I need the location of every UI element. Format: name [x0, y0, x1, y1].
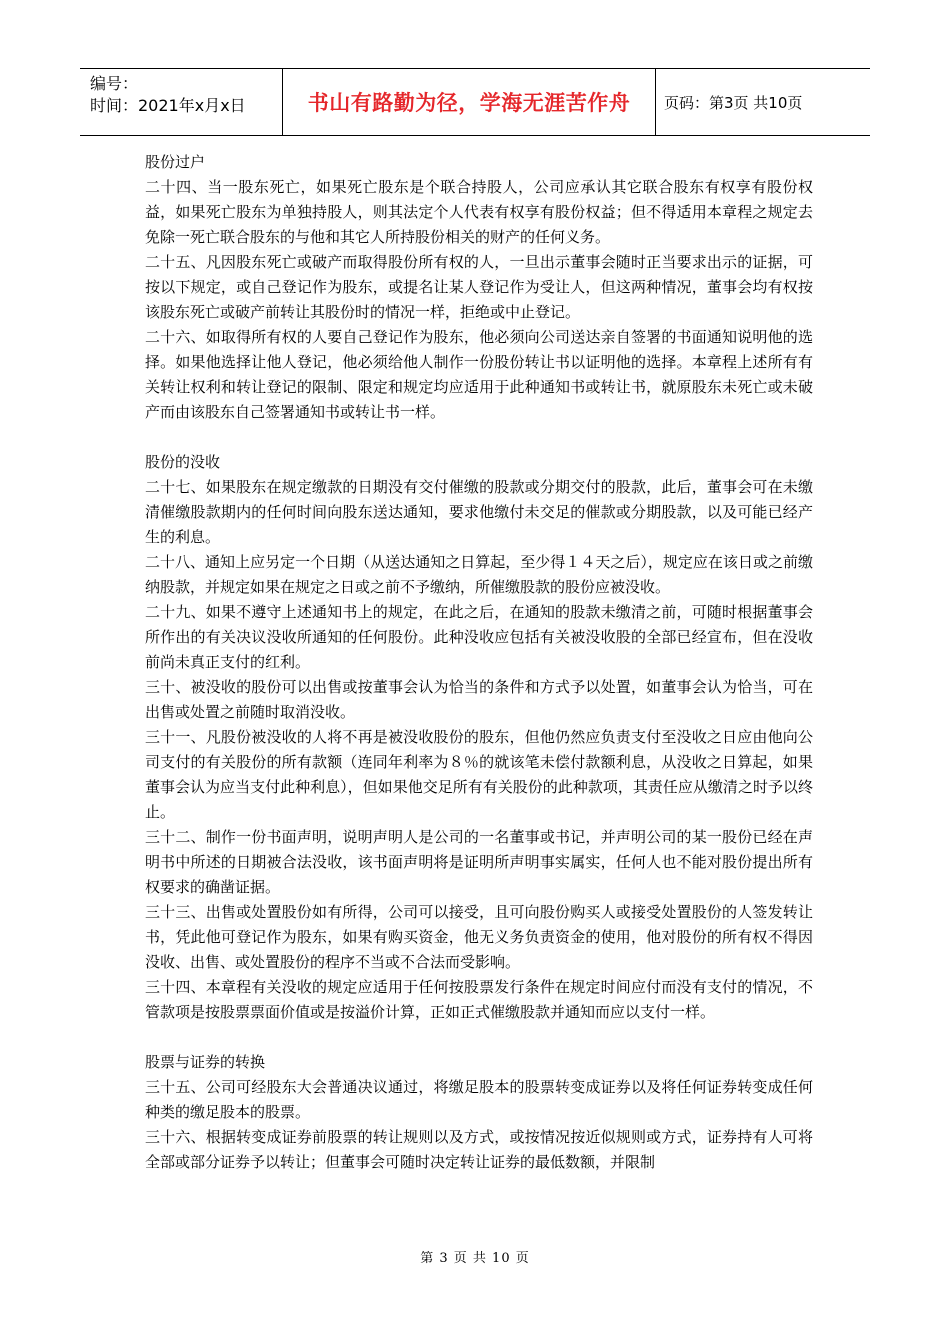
- paragraph: 三十四、本章程有关没收的规定应适用于任何按股票发行条件在规定时间应付而没有支付的情况，不管款项是按股票票面价值或是按溢价计算，正如正式催缴股款并通知而应以支付一样。: [145, 978, 813, 1021]
- paragraph: 二十八、通知上应另定一个日期（从送达通知之日算起，至少得１４天之后），规定应在该日或之前缴纳股款，并规定如果在规定之日或之前不予缴纳，所催缴股款的股份应被没收。: [145, 553, 813, 596]
- paragraph: 二十七、如果股东在规定缴款的日期没有交付催缴的股款或分期交付的股款，此后，董事会可在未缴清催缴股款期内的任何时间向股东送达通知，要求他缴付未交足的催款或分期股款，以及可能已经产生的利息。: [145, 478, 813, 546]
- paragraph: 二十六、如取得所有权的人要自己登记作为股东，他必须向公司送达亲自签署的书面通知说明他的选择。如果他选择让他人登记，他必须给他人制作一份股份转让书以证明他的选择。本章程上述所有有关转让权利和转让登记的限制、限定和规定均应适用于此种通知书或转让书，就原股东未死亡或未破产而由该股东自己签署通知书或转让书一样。: [145, 328, 813, 421]
- section-title: 股份过户: [145, 153, 206, 171]
- paragraph: 三十三、出售或处置股份如有所得，公司可以接受，且可向股份购买人或接受处置股份的人签发转让书，凭此他可登记作为股东，如果有购买资金，他无义务负责资金的使用，他对股份的所有权不得因没收、出售、或处置股份的程序不当或不合法而受影响。: [145, 903, 813, 971]
- document-body: [145, 150, 813, 1175]
- header-page-info: 页码：第3页 共10页: [664, 93, 803, 112]
- section-title: 股份的没收: [145, 453, 221, 471]
- document-number-label: 编号：: [90, 74, 139, 93]
- paragraph: 二十四、当一股东死亡，如果死亡股东是个联合持股人，公司应承认其它联合股东有权享有股份权益，如果死亡股东为单独持股人，则其法定个人代表有权享有股份权益；但不得适用本章程之规定去免除一死亡联合股东的与他和其它人所持股份相关的财产的任何义务。: [145, 178, 813, 246]
- header-motto: 书山有路勤为径，学海无涯苦作舟: [283, 69, 656, 135]
- paragraph: 三十二、制作一份书面声明，说明声明人是公司的一名董事或书记，并声明公司的某一股份已经在声明书中所述的日期被合法没收，该书面声明将是证明所声明事实属实，任何人也不能对股份提出所有权要求的确凿证据。: [145, 828, 813, 896]
- section-title: 股票与证券的转换: [145, 1053, 266, 1071]
- document-time-label: 时间：2021年x月x日: [90, 96, 246, 115]
- page-header: [80, 68, 870, 136]
- page-footer: 第 3 页 共 10 页: [420, 1251, 530, 1266]
- paragraph: 三十、被没收的股份可以出售或按董事会认为恰当的条件和方式予以处置，如董事会认为恰当，可在出售或处置之前随时取消没收。: [145, 678, 813, 721]
- paragraph: 二十九、如果不遵守上述通知书上的规定，在此之后，在通知的股款未缴清之前，可随时根据董事会所作出的有关决议没收所通知的任何股份。此种没收应包括有关被没收股的全部已经宣布，但在没收前尚未真正支付的红利。: [145, 603, 813, 671]
- paragraph: 二十五、凡因股东死亡或破产而取得股份所有权的人，一旦出示董事会随时正当要求出示的证据，可按以下规定，或自己登记作为股东，或提名让某人登记作为受让人，但这两种情况，董事会均有权按该股东死亡或破产前转让其股份时的情况一样，拒绝或中止登记。: [145, 253, 813, 321]
- paragraph: 三十一、凡股份被没收的人将不再是被没收股份的股东，但他仍然应负责支付至没收之日应由他向公司支付的有关股份的所有款额（连同年利率为８％的就该笔未偿付款额利息，从没收之日算起，如果董事会认为应当支付此种利息），但如果他交足所有有关股份的此种款项，其责任应从缴清之时予以终止。: [145, 728, 813, 821]
- paragraph: 三十六、根据转变成证券前股票的转让规则以及方式，或按情况按近似规则或方式，证券持有人可将全部或部分证券予以转让；但董事会可随时决定转让证券的最低数额，并限制: [145, 1128, 813, 1171]
- paragraph: 三十五、公司可经股东大会普通决议通过，将缴足股本的股票转变成证券以及将任何证券转变成任何种类的缴足股本的股票。: [145, 1078, 813, 1121]
- header-meta: [80, 69, 283, 135]
